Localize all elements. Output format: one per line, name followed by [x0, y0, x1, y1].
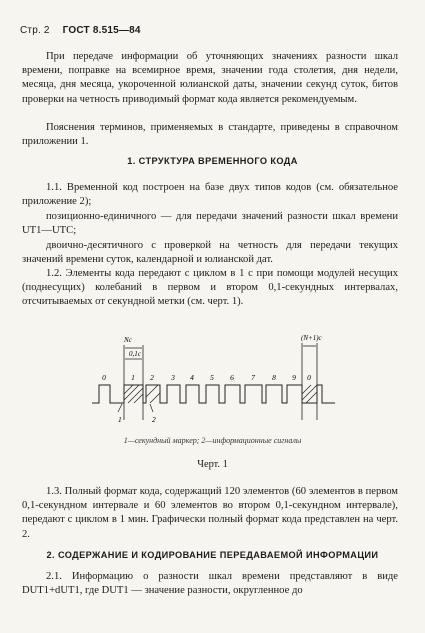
section-2-title: 2. СОДЕРЖАНИЕ И КОДИРОВАНИЕ ПЕРЕДАВАЕМОЙ ИНФОРМАЦИИ: [46, 550, 379, 560]
slot-numbers: [102, 373, 311, 382]
hatched-markers: [124, 385, 317, 403]
slot-number: 5: [210, 373, 214, 382]
terms-note-paragraph: Пояснения терминов, применяемых в стандарте, приведены в справочном приложении 1.: [22, 122, 398, 148]
label-left-interval: 0,1c: [129, 350, 141, 358]
standard-number: ГОСТ 8.515—84: [62, 25, 141, 36]
slot-number: 1: [131, 373, 135, 382]
section-1-title: 1. СТРУКТУРА ВРЕМЕННОГО КОДА: [127, 156, 298, 166]
slot-number: 0: [102, 373, 106, 382]
callout-1: 1: [118, 415, 122, 424]
page-number: Стр. 2: [20, 25, 50, 36]
figure-legend: 1—секундный маркер; 2—информационные сигналы: [123, 436, 302, 445]
paragraph-2-1: 2.1. Информацию о разности шкал времени представляют в виде DUT1+dUT1, где DUT1 — значение разности, округленное до: [22, 571, 398, 597]
callout-lines: [118, 404, 153, 412]
slot-number: 3: [171, 373, 175, 382]
pulse-train: [92, 385, 335, 403]
slot-number: 8: [272, 373, 276, 382]
callout-2: 2: [152, 415, 156, 424]
slot-number: 2: [150, 373, 154, 382]
paragraph-1-3: 1.3. Полный формат кода, содержащий 120 элементов (60 элементов в первом 0,1-секундном интервале и 60 элементов во втором 0,1-секундном интервале), передают с циклом в 1 мин. Графически полный формат кода представлен на черт. 2.: [22, 486, 398, 540]
label-n-plus-1: (N+1)c: [301, 334, 322, 342]
paragraph-positional-code: позиционно-единичного — для передачи значений разности шкал времени UT1—UTC;: [22, 211, 398, 237]
slot-number: 4: [190, 373, 194, 382]
slot-number: 7: [251, 373, 255, 382]
slot-number: 6: [230, 373, 234, 382]
label-nc: Nc: [124, 336, 132, 344]
paragraph-bcd-code: двоично-десятичного с проверкой на четность для передачи текущих значений времени суток, календарной и юлианской дат.: [22, 240, 398, 266]
figure-title: Черт. 1: [197, 459, 228, 470]
paragraph-1-1: 1.1. Временной код построен на базе двух типов кодов (см. обязательное приложение 2);: [22, 182, 398, 208]
slot-number: 0: [307, 373, 311, 382]
paragraph-1-2: 1.2. Элементы кода передают с циклом в 1 с при помощи модулей несущих (поднесущих) колебаний в первом и втором 0,1-секундных интервалах, отсчитываемых от секундной метки (см. черт. 1).: [22, 268, 398, 308]
intro-paragraph: При передаче информации об уточняющих значениях разности шкал времени, поправке на всемирное время, значении года столетия, дня недели, месяца, дня месяца, укороченной юлианской даты, значении секунд суток, битов проверки на четность приводимый формат кода является рекомендуемым.: [22, 51, 398, 105]
slot-number: 9: [292, 373, 296, 382]
